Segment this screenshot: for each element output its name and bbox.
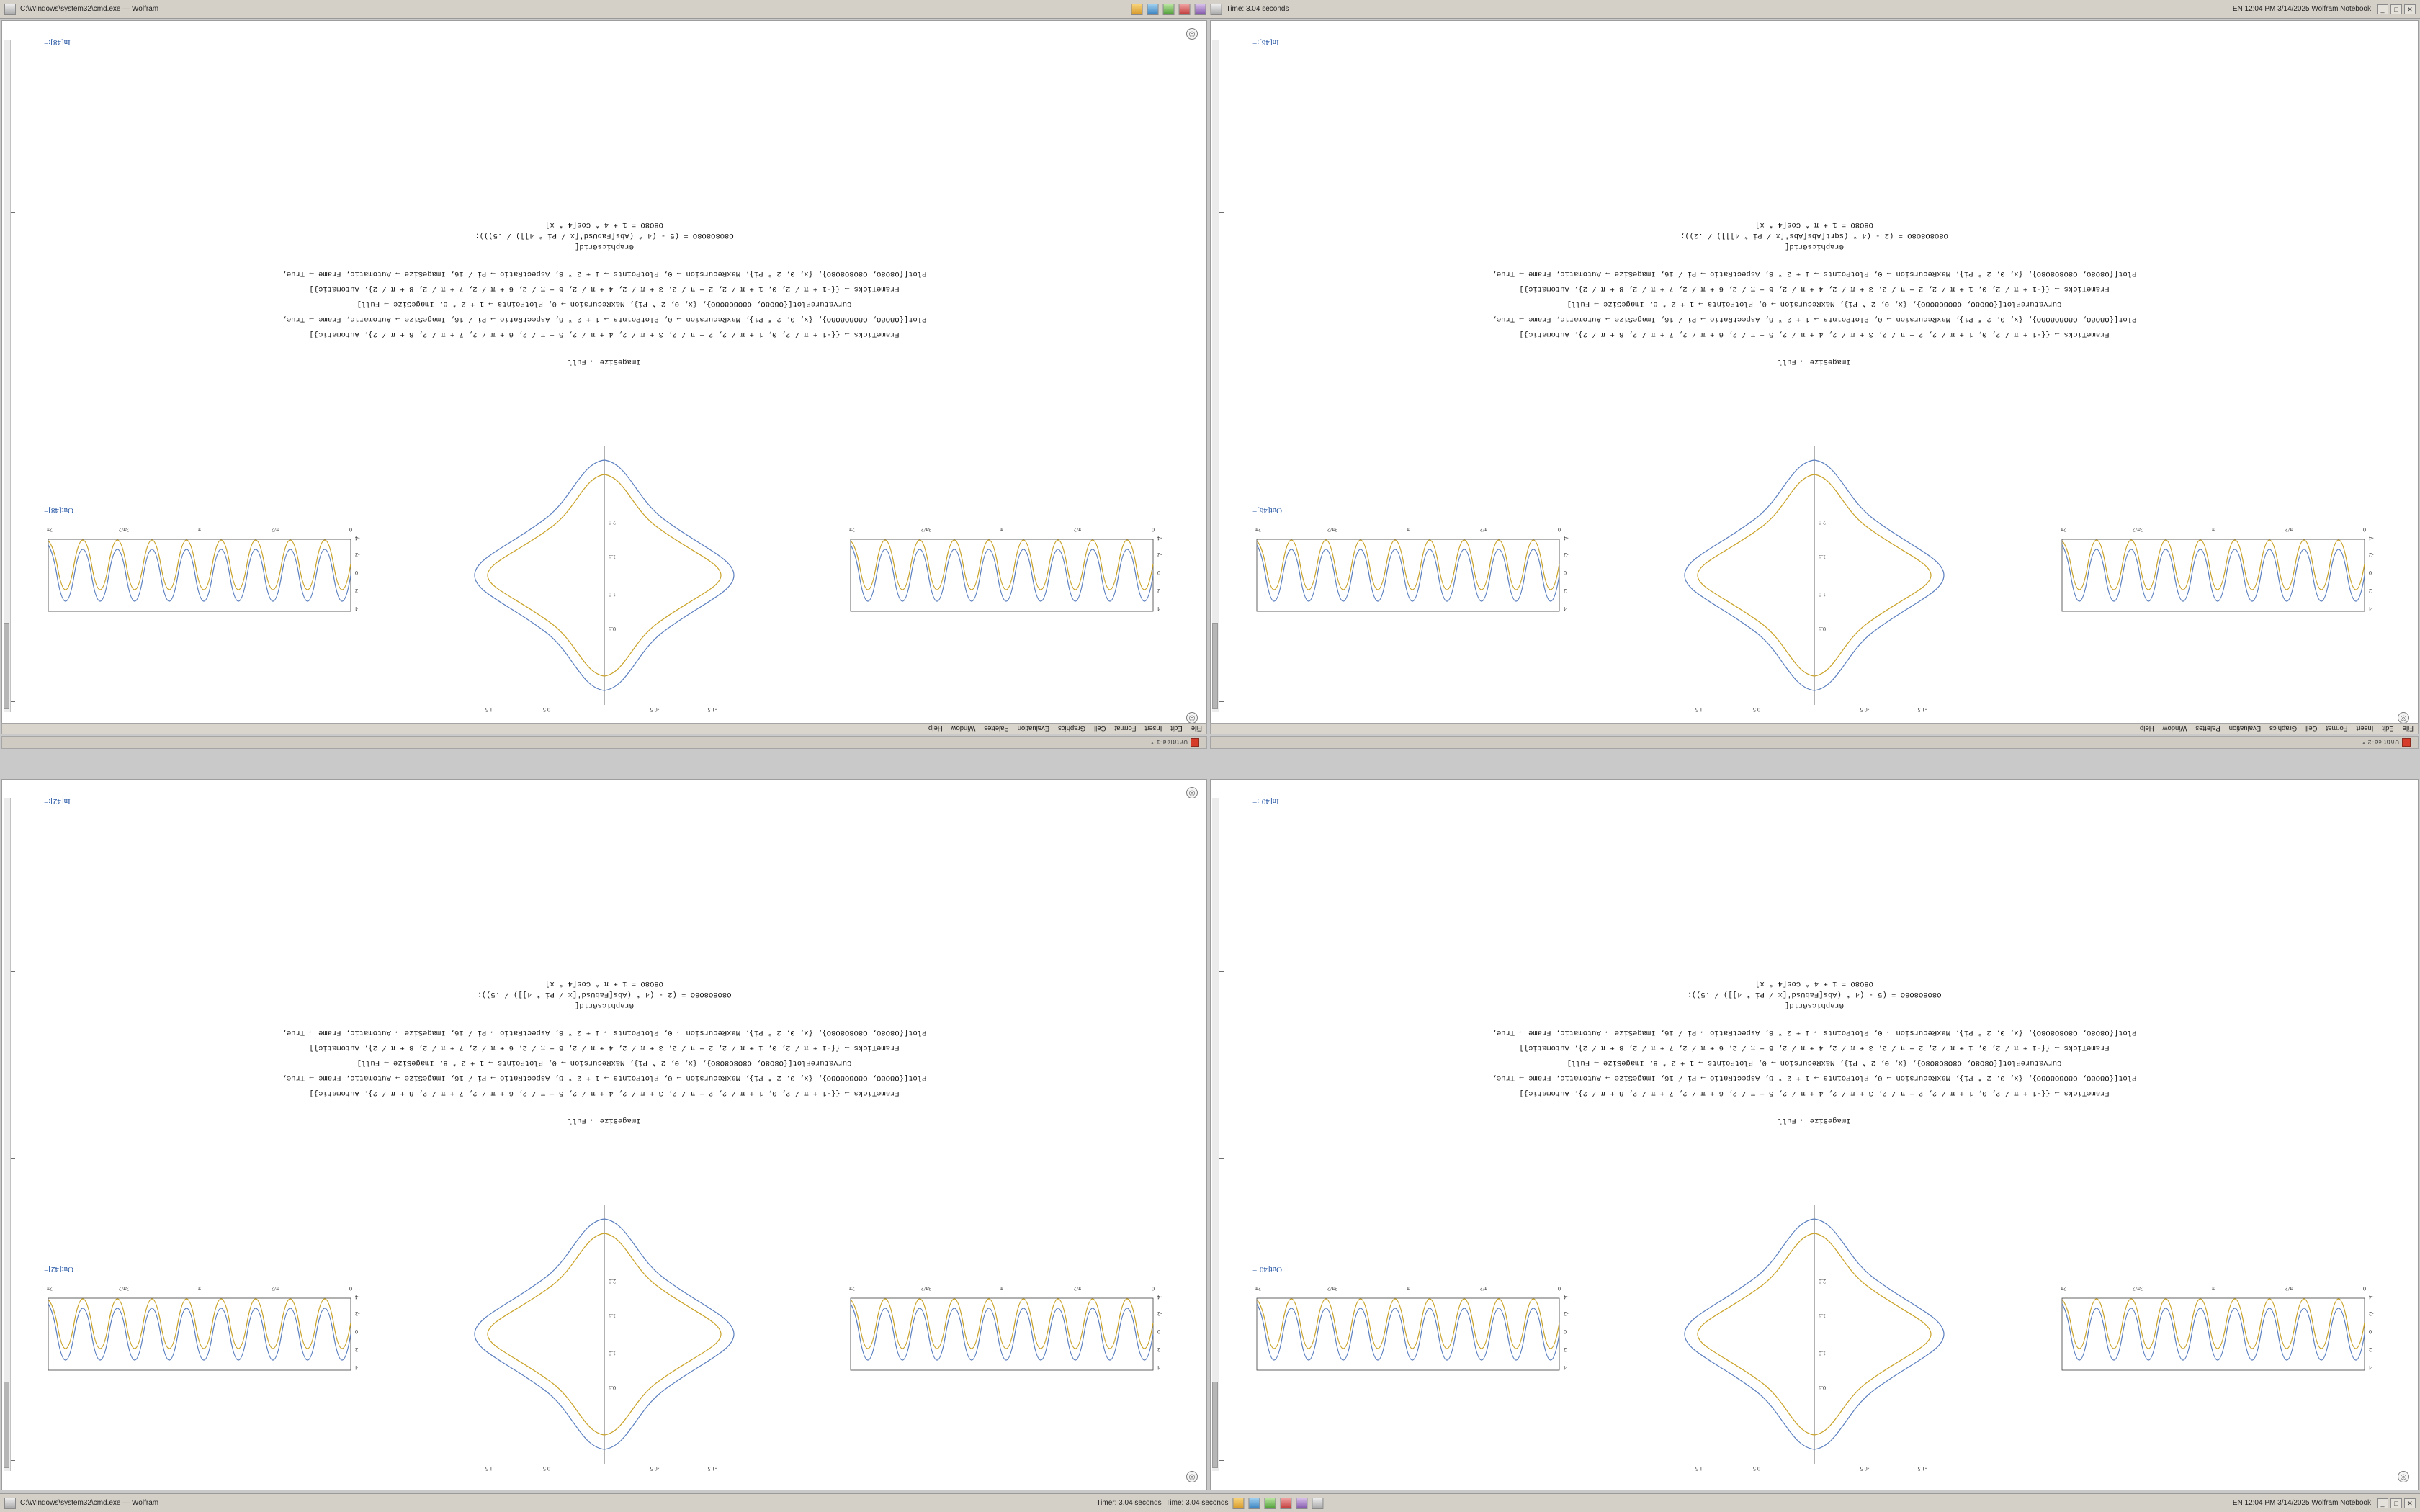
svg-text:3π/2: 3π/2 [1327, 526, 1338, 533]
top-system-bar [0, 0, 2420, 19]
svg-text:0: 0 [1558, 1285, 1561, 1292]
minimize-button-bottom[interactable]: _ [2377, 1498, 2388, 1508]
code-line-bl-5[interactable]: FrameTicks → {{-1 + π / 2, 0, 1 + π / 2, 2 + π / 2, 3 + π / 2, 4 + π / 2, 5 + π / 2, 6 + π / 2, 7 + π / 2, 8 + π / 2}, Automatic}] [309, 1043, 900, 1052]
bottom-system-bar [0, 1493, 2420, 1512]
svg-text:-0.5: -0.5 [1860, 1465, 1870, 1472]
svg-text:π: π [197, 526, 202, 533]
code-line-1[interactable]: Plot[{O8O8O, O8O8O8O8O}, {x, 0, 2 * Pi}, MaxRecursion → 0, PlotPoints → 1 + 2 * 8, AspectRatio → Pi / 16, ImageSize → Automatic, Frame → True, [282, 315, 927, 323]
svg-text:2.0: 2.0 [609, 519, 616, 526]
cell-grouping-line-2 [604, 253, 605, 264]
svg-text:2π: 2π [2060, 1285, 2067, 1292]
code-line-br-4[interactable]: Plot[{O8O8O, O8O8O8O8O}, {x, 0, 2 * Pi}, MaxRecursion → 0, PlotPoints → 1 + 2 * 8, AspectRatio → Pi / 16, ImageSize → Automatic, Frame → True, [1492, 1028, 2137, 1037]
chart-wide-wave-left[interactable] [829, 518, 1182, 633]
definition-line-tr-1[interactable]: GraphicsGrid[ [1785, 242, 1844, 251]
top-bar-timer: Time: 3.04 seconds [1226, 5, 1289, 13]
cell-grouping-line-bl [604, 1102, 605, 1112]
browser-icon[interactable] [1147, 4, 1159, 15]
svg-text:4: 4 [2369, 1364, 2372, 1371]
svg-text:4: 4 [1564, 606, 1567, 612]
menu-item-palettes[interactable]: Palettes [984, 724, 1009, 733]
svg-text:π: π [197, 1285, 202, 1292]
menu-item-help[interactable]: Help [928, 724, 943, 733]
notebook-corner-icon-br[interactable]: ◎ [2398, 1471, 2409, 1482]
svg-text:3π/2: 3π/2 [118, 526, 130, 533]
svg-text:1.5: 1.5 [1695, 1465, 1703, 1472]
svg-text:π/2: π/2 [1073, 526, 1082, 533]
svg-text:-2: -2 [355, 552, 360, 558]
chart-wide-wave-left-br[interactable] [2040, 1277, 2393, 1392]
image-size-line-1: ImageSize → Full [568, 357, 641, 366]
svg-text:-4: -4 [2369, 1294, 2374, 1300]
svg-text:-4: -4 [355, 535, 360, 541]
notebook-scrollbar-bottom-left[interactable] [4, 798, 11, 1471]
svg-text:2: 2 [1564, 588, 1567, 594]
menu-item-file[interactable]: File [1191, 724, 1202, 733]
menu-item-window[interactable]: Window [951, 724, 976, 733]
notebook-window-bottom-left[interactable] [1, 779, 1207, 1490]
svg-text:π/2: π/2 [1479, 526, 1488, 533]
menu-item-insert-r[interactable]: Insert [2356, 724, 2374, 733]
title-text-right: Untitled-2 * [2362, 739, 2399, 746]
cell-grouping-line-tr-2 [1814, 253, 1815, 264]
notebook-corner-icon-bottom[interactable]: ◎ [1186, 28, 1198, 40]
svg-text:2: 2 [355, 1346, 358, 1353]
svg-text:0: 0 [2363, 526, 2366, 533]
explorer-icon[interactable] [1211, 4, 1222, 15]
svg-text:-2: -2 [1157, 552, 1162, 558]
in-label-bottom-right: In[40]:= [1252, 797, 1279, 806]
menu-item-edit[interactable]: Edit [1170, 724, 1183, 733]
definition-line-bl-2[interactable]: O8O8O8O8O = (2 - (4 * (Abs[FabUsd'[x / Pi * 4]]) / .5)); [477, 990, 732, 999]
folder-icon[interactable] [1131, 4, 1143, 15]
svg-text:2π: 2π [1255, 526, 1262, 533]
svg-text:-1.5: -1.5 [707, 1465, 717, 1472]
settings-icon[interactable] [1195, 4, 1206, 15]
bottom-bar-left [0, 1498, 158, 1509]
svg-text:1.5: 1.5 [609, 554, 616, 560]
svg-text:3π/2: 3π/2 [118, 1285, 130, 1292]
svg-text:2.0: 2.0 [1819, 519, 1826, 526]
svg-text:-2: -2 [355, 1310, 360, 1317]
editor-icon[interactable] [1163, 4, 1175, 15]
notebook-corner-icon-bl2[interactable]: ◎ [1186, 787, 1198, 798]
svg-text:0.5: 0.5 [543, 1465, 550, 1472]
svg-text:-1.5: -1.5 [707, 706, 717, 713]
code-line-tr-4[interactable]: Plot[{O8O8O, O8O8O8O8O}, {x, 0, 2 * Pi}, MaxRecursion → 0, PlotPoints → 1 + 2 * 8, AspectRatio → Pi / 16, ImageSize → Automatic, Frame → True, [1492, 269, 2137, 278]
svg-text:0: 0 [1558, 526, 1561, 533]
svg-text:2π: 2π [848, 526, 856, 533]
top-bar-center [1131, 4, 1289, 15]
svg-text:1.5: 1.5 [485, 706, 493, 713]
chart-polar-four-lobe-bl[interactable] [446, 1190, 763, 1478]
svg-text:3π/2: 3π/2 [1327, 1285, 1338, 1292]
terminal-icon[interactable] [4, 4, 16, 15]
bottom-window-buttons[interactable] [2377, 1498, 2416, 1508]
cell-grouping-line-bl-2 [604, 1012, 605, 1022]
svg-text:-4: -4 [1157, 535, 1162, 541]
code-line-br-1[interactable]: Plot[{O8O8O, O8O8O8O8O}, {x, 0, 2 * Pi}, MaxRecursion → 0, PlotPoints → 1 + 2 * 8, AspectRatio → Pi / 16, ImageSize → Automatic, Frame → True, [1492, 1074, 2137, 1082]
svg-text:2π: 2π [46, 526, 53, 533]
notebook-window-top-left[interactable] [1, 20, 1207, 732]
svg-text:2: 2 [1157, 1346, 1160, 1353]
menu-item-cell-r[interactable]: Cell [2305, 724, 2318, 733]
browser-icon-bottom[interactable] [1249, 1498, 1260, 1509]
svg-text:1.5: 1.5 [1819, 1313, 1826, 1319]
bottom-bar-timer: Time: 3.04 seconds [1165, 1499, 1229, 1507]
svg-text:π: π [2211, 526, 2215, 533]
plot-row-bottom-left [27, 1190, 1182, 1478]
menu-item-evaluation-r[interactable]: Evaluation [2228, 724, 2262, 733]
definition-line-3[interactable]: O8O8O = 1 + 4 * Cos[4 * x] [545, 220, 663, 229]
svg-text:0.5: 0.5 [609, 626, 616, 632]
svg-text:2π: 2π [1255, 1285, 1262, 1292]
menu-item-evaluation[interactable]: Evaluation [1017, 724, 1050, 733]
svg-text:-0.5: -0.5 [1860, 706, 1870, 713]
maximize-button[interactable]: □ [2390, 4, 2402, 14]
svg-text:-1.5: -1.5 [1917, 1465, 1927, 1472]
svg-text:4: 4 [355, 606, 358, 612]
svg-text:π/2: π/2 [271, 1285, 279, 1292]
svg-text:1.0: 1.0 [1819, 1350, 1826, 1356]
svg-text:π: π [2211, 1285, 2215, 1292]
svg-text:2: 2 [355, 588, 358, 594]
top-bar-right-text: EN 12:04 PM 3/14/2025 Wolfram Notebook [2232, 5, 2371, 13]
close-button[interactable]: ✕ [2404, 4, 2416, 14]
settings-icon-bottom[interactable] [1296, 1498, 1308, 1509]
svg-text:-2: -2 [2369, 1310, 2374, 1317]
svg-text:-4: -4 [355, 1294, 360, 1300]
svg-text:4: 4 [2369, 606, 2372, 612]
image-size-line-bl: ImageSize → Full [568, 1116, 641, 1125]
code-line-3[interactable]: CurvaturePlot[{O8O8O, O8O8O8O8O}, {x, 0, 2 * Pi}, MaxRecursion → 0, PlotPoints → 1 + 2 * 8, ImageSize → Full] [357, 300, 852, 308]
scrollbar-thumb-br[interactable] [1212, 1382, 1218, 1468]
definition-line-2[interactable]: O8O8O8O8O = (5 - (4 * (Abs[FabUsd'[x / Pi * 4]]) / .5))); [475, 231, 734, 240]
svg-text:1.0: 1.0 [609, 591, 616, 598]
svg-text:-4: -4 [1157, 1294, 1162, 1300]
svg-text:0: 0 [1157, 570, 1160, 576]
svg-text:π/2: π/2 [1479, 1285, 1488, 1292]
svg-text:-0.5: -0.5 [650, 1465, 660, 1472]
svg-text:0.5: 0.5 [1819, 1385, 1826, 1391]
code-line-bl-1[interactable]: Plot[{O8O8O, O8O8O8O8O}, {x, 0, 2 * Pi}, MaxRecursion → 0, PlotPoints → 1 + 2 * 8, AspectRatio → Pi / 16, ImageSize → Automatic, Frame → True, [282, 1074, 927, 1082]
definition-line-br-2[interactable]: O8O8O8O8O = (5 - (4 * (Abs[FabUsd'[x / Pi * 4]]) / .5)); [1687, 990, 1942, 999]
menu-item-help-r[interactable]: Help [2140, 724, 2154, 733]
definition-line-bl-3[interactable]: O8O8O = 1 + π * Cos[4 * x] [545, 979, 663, 988]
svg-text:4: 4 [1564, 1364, 1567, 1371]
menu-item-cell[interactable]: Cell [1094, 724, 1106, 733]
svg-text:0: 0 [2369, 570, 2372, 576]
definition-line-bl-1[interactable]: GraphicsGrid[ [575, 1001, 634, 1009]
close-icon-left[interactable] [1191, 738, 1199, 747]
svg-text:0: 0 [355, 570, 358, 576]
svg-text:π: π [1406, 1285, 1410, 1292]
cell-grouping-line-tr [1814, 343, 1815, 354]
chart-wide-wave-right-br[interactable] [1235, 1277, 1588, 1392]
svg-text:2: 2 [1564, 1346, 1567, 1353]
code-line-br-2[interactable]: FrameTicks → {{-1 + π / 2, 0, 1 + π / 2, 2 + π / 2, 3 + π / 2, 4 + π / 2, 5 + π / 2, 6 + π / 2, 7 + π / 2, 8 + π / 2}, Automatic}] [1519, 1089, 2110, 1097]
bottom-bar-center [1096, 1498, 1323, 1509]
scrollbar-thumb-bl[interactable] [4, 1382, 9, 1468]
in-label-top-left: In[48]:= [44, 38, 71, 47]
svg-text:2π: 2π [46, 1285, 53, 1292]
svg-text:π/2: π/2 [2285, 1285, 2293, 1292]
svg-text:0: 0 [1152, 526, 1155, 533]
notebook-window-bottom-right[interactable] [1210, 779, 2419, 1490]
chart-wide-wave-right[interactable] [27, 518, 380, 633]
svg-text:2.0: 2.0 [609, 1278, 616, 1284]
minimize-button[interactable]: _ [2377, 4, 2388, 14]
mathematica-icon-bottom[interactable] [1281, 1498, 1292, 1509]
notebook-scrollbar-top-right[interactable] [1212, 40, 1219, 712]
chart-wide-wave-left-tr[interactable] [2040, 518, 2393, 633]
out-label-bottom-left: Out[42]= [44, 1265, 74, 1274]
svg-text:4: 4 [355, 1364, 358, 1371]
svg-text:0: 0 [349, 1285, 352, 1292]
plot-row-top-left [27, 431, 1182, 719]
code-line-2[interactable]: FrameTicks → {{-1 + π / 2, 0, 1 + π / 2, 2 + π / 2, 3 + π / 2, 4 + π / 2, 5 + π / 2, 6 + π / 2, 7 + π / 2, 8 + π / 2}, Automatic}] [309, 330, 900, 338]
code-line-br-3[interactable]: CurvaturePlot[{O8O8O, O8O8O8O8O}, {x, 0, 2 * Pi}, MaxRecursion → 0, PlotPoints → 1 + 2 * 8, ImageSize → Full] [1567, 1058, 2062, 1067]
maximize-button-bottom[interactable]: □ [2390, 1498, 2402, 1508]
chart-wide-wave-right-tr[interactable] [1235, 518, 1588, 633]
definition-line-br-1[interactable]: GraphicsGrid[ [1785, 1001, 1844, 1009]
code-line-5[interactable]: FrameTicks → {{-1 + π / 2, 0, 1 + π / 2, 2 + π / 2, 3 + π / 2, 4 + π / 2, 5 + π / 2, 6 + π / 2, 7 + π / 2, 8 + π / 2}, Automatic}] [309, 284, 900, 293]
in-label-bottom-left: In[42]:= [44, 797, 71, 806]
svg-text:1.0: 1.0 [609, 1350, 616, 1356]
svg-text:π/2: π/2 [271, 526, 279, 533]
out-label-bottom-right: Out[40]= [1252, 1265, 1283, 1274]
scrollbar-thumb[interactable] [4, 623, 9, 709]
notebook-content-top-left [2, 21, 1206, 731]
notebook-corner-icon-bl[interactable]: ◎ [1186, 1471, 1198, 1482]
svg-text:2: 2 [1157, 588, 1160, 594]
svg-text:0.5: 0.5 [1753, 1465, 1760, 1472]
svg-text:1.5: 1.5 [609, 1313, 616, 1319]
svg-text:π/2: π/2 [2285, 526, 2293, 533]
menu-bar-right[interactable] [1210, 723, 2419, 734]
svg-text:0.5: 0.5 [609, 1385, 616, 1391]
svg-text:-1.5: -1.5 [1917, 706, 1927, 713]
svg-text:3π/2: 3π/2 [920, 1285, 932, 1292]
bottom-bar-right-text: EN 12:04 PM 3/14/2025 Wolfram Notebook [2232, 1499, 2371, 1507]
svg-text:0: 0 [2363, 1285, 2366, 1292]
bottom-bar-right [2233, 1498, 2416, 1508]
notebook-corner-icon[interactable]: ◎ [1186, 712, 1198, 724]
chart-polar-four-lobe-left[interactable] [446, 431, 763, 719]
svg-text:1.5: 1.5 [485, 1465, 493, 1472]
svg-text:3π/2: 3π/2 [2132, 1285, 2143, 1292]
cell-grouping-line-br-2 [1814, 1012, 1815, 1022]
menu-item-format-r[interactable]: Format [2326, 724, 2348, 733]
definition-line-tr-3[interactable]: O8O8O = 1 + π * Cos[4 * x] [1755, 220, 1873, 229]
top-bar-left-text: C:\Windows\system32\cmd.exe — Wolfram [20, 5, 159, 13]
svg-text:-2: -2 [1564, 552, 1569, 558]
menu-item-graphics[interactable]: Graphics [1058, 724, 1086, 733]
top-window-buttons[interactable] [2377, 4, 2416, 14]
svg-text:0: 0 [1564, 570, 1567, 576]
top-bar-right [2233, 4, 2416, 14]
svg-text:-4: -4 [1564, 1294, 1569, 1300]
image-size-line-tr: ImageSize → Full [1778, 357, 1851, 366]
svg-text:π: π [1000, 526, 1004, 533]
menu-item-insert[interactable]: Insert [1144, 724, 1162, 733]
svg-text:-2: -2 [2369, 552, 2374, 558]
plot-row-top-right [1235, 431, 2393, 719]
menu-item-edit-r[interactable]: Edit [2382, 724, 2394, 733]
svg-text:0: 0 [2369, 1328, 2372, 1335]
svg-text:2π: 2π [848, 1285, 856, 1292]
window-title-bar-left[interactable] [1, 736, 1207, 749]
notebook-scrollbar-top-left[interactable] [4, 40, 11, 712]
code-line-tr-1[interactable]: Plot[{O8O8O, O8O8O8O8O}, {x, 0, 2 * Pi}, MaxRecursion → 0, PlotPoints → 1 + 2 * 8, AspectRatio → Pi / 16, ImageSize → Automatic, Frame → True, [1492, 315, 2137, 323]
cell-grouping-line [604, 343, 605, 354]
svg-text:-2: -2 [1564, 1310, 1569, 1317]
chart-wide-wave-right-bl[interactable] [27, 1277, 380, 1392]
notebook-content-bottom-right [1211, 780, 2418, 1490]
code-line-tr-2[interactable]: FrameTicks → {{-1 + π / 2, 0, 1 + π / 2, 2 + π / 2, 3 + π / 2, 4 + π / 2, 5 + π / 2, 6 + π / 2, 7 + π / 2, 8 + π / 2}, Automatic}] [1519, 330, 2110, 338]
menu-item-file-r[interactable]: File [2402, 724, 2414, 733]
svg-text:π/2: π/2 [1073, 1285, 1082, 1292]
notebook-corner-icon-tr[interactable]: ◎ [2398, 712, 2409, 724]
svg-text:1.0: 1.0 [1819, 591, 1826, 598]
svg-text:2: 2 [2369, 1346, 2372, 1353]
cell-grouping-line-br [1814, 1102, 1815, 1112]
svg-text:4: 4 [1157, 1364, 1160, 1371]
bottom-bar-left-text: C:\Windows\system32\cmd.exe — Wolfram [20, 1499, 159, 1507]
svg-text:1.5: 1.5 [1695, 706, 1703, 713]
close-button-bottom[interactable]: ✕ [2404, 1498, 2416, 1508]
folder-icon-bottom[interactable] [1233, 1498, 1245, 1509]
bottom-bar-timer-2: Timer: 3.04 seconds [1096, 1499, 1162, 1507]
svg-text:4: 4 [1157, 606, 1160, 612]
svg-text:2: 2 [2369, 588, 2372, 594]
svg-text:3π/2: 3π/2 [2132, 526, 2143, 533]
svg-text:2π: 2π [2060, 526, 2067, 533]
code-line-bl-2[interactable]: FrameTicks → {{-1 + π / 2, 0, 1 + π / 2, 2 + π / 2, 3 + π / 2, 4 + π / 2, 5 + π / 2, 6 + π / 2, 7 + π / 2, 8 + π / 2}, Automatic}] [309, 1089, 900, 1097]
chart-polar-four-lobe-right[interactable] [1656, 431, 1973, 719]
editor-icon-bottom[interactable] [1265, 1498, 1276, 1509]
scrollbar-thumb-tr[interactable] [1212, 623, 1218, 709]
svg-text:3π/2: 3π/2 [920, 526, 932, 533]
svg-text:0: 0 [1564, 1328, 1567, 1335]
svg-text:-0.5: -0.5 [650, 706, 660, 713]
svg-text:0.5: 0.5 [1819, 626, 1826, 632]
svg-text:2.0: 2.0 [1819, 1278, 1826, 1284]
window-title-bar-right[interactable] [1210, 736, 2419, 749]
in-label-top-right: In[46]:= [1252, 38, 1279, 47]
notebook-scrollbar-bottom-right[interactable] [1212, 798, 1219, 1471]
menu-item-graphics-r[interactable]: Graphics [2269, 724, 2298, 733]
menu-item-window-r[interactable]: Window [2162, 724, 2187, 733]
code-line-bl-3[interactable]: CurvatureFlot[{O8O8O, O8O8O8O8O}, {x, 0, 2 * Pi}, MaxRecursion → 0, PlotPoints → 1 + 2 * 8, ImageSize → Full] [357, 1058, 852, 1067]
svg-text:-4: -4 [2369, 535, 2374, 541]
svg-text:-2: -2 [1157, 1310, 1162, 1317]
code-line-bl-4[interactable]: Plot[{O8O8O, O8O8O8O8O}, {x, 0, 2 * Pi}, MaxRecursion → 0, PlotPoints → 1 + 2 * 8, AspectRatio → Pi / 16, ImageSize → Automatic, Frame → True, [282, 1028, 927, 1037]
notebook-content-top-right [1211, 21, 2418, 731]
code-line-4[interactable]: Plot[{O8O8O, O8O8O8O8O}, {x, 0, 2 * Pi}, MaxRecursion → 0, PlotPoints → 1 + 2 * 8, AspectRatio → Pi / 16, ImageSize → Automatic, Frame → True, [282, 269, 927, 278]
svg-text:0.5: 0.5 [1753, 706, 1760, 713]
top-bar-left [0, 4, 158, 15]
title-text-left: Untitled-1 * [1150, 739, 1188, 746]
svg-text:-4: -4 [1564, 535, 1569, 541]
menu-bar-left[interactable] [1, 723, 1207, 734]
code-line-tr-5[interactable]: FrameTicks → {{-1 + π / 2, 0, 1 + π / 2, 2 + π / 2, 3 + π / 2, 4 + π / 2, 5 + π / 2, 6 + π / 2, 7 + π / 2, 8 + π / 2}, Automatic}] [1519, 284, 2110, 293]
svg-text:0: 0 [355, 1328, 358, 1335]
notebook-window-top-right[interactable] [1210, 20, 2419, 732]
terminal-icon-bottom[interactable] [4, 1498, 16, 1509]
chart-wide-wave-left-bl[interactable] [829, 1277, 1182, 1392]
code-line-tr-3[interactable]: CurvaturePlot[{O8O8O, O8O8O8O8O}, {x, 0, 2 * Pi}, MaxRecursion → 0, PlotPoints → 1 + 2 * 8, ImageSize → Full] [1567, 300, 2062, 308]
definition-line-br-3[interactable]: O8O8O = 1 + 4 * Cos[4 * x] [1755, 979, 1873, 988]
svg-text:0: 0 [1157, 1328, 1160, 1335]
close-icon-right[interactable] [2402, 738, 2411, 747]
image-size-line-br: ImageSize → Full [1778, 1116, 1851, 1125]
code-line-br-5[interactable]: FrameTicks → {{-1 + π / 2, 0, 1 + π / 2, 2 + π / 2, 3 + π / 2, 4 + π / 2, 5 + π / 2, 6 + π / 2, 7 + π / 2, 8 + π / 2}, Automatic}] [1519, 1043, 2110, 1052]
svg-text:π: π [1406, 526, 1410, 533]
plot-row-bottom-right [1235, 1190, 2393, 1478]
svg-text:0: 0 [1152, 1285, 1155, 1292]
svg-text:0.5: 0.5 [543, 706, 550, 713]
definition-line-tr-2[interactable]: O8O8O8O8O = (2 - (4 * (sqrt[Abs[Abs'[x / Pi * 4]]]) / .2)); [1680, 231, 1948, 240]
menu-item-format[interactable]: Format [1114, 724, 1137, 733]
svg-text:1.5: 1.5 [1819, 554, 1826, 560]
svg-text:0: 0 [349, 526, 352, 533]
menu-item-palettes-r[interactable]: Palettes [2195, 724, 2220, 733]
out-label-top-left: Out[48]= [44, 506, 74, 515]
chart-polar-four-lobe-br[interactable] [1656, 1190, 1973, 1478]
explorer-icon-bottom[interactable] [1312, 1498, 1324, 1509]
out-label-top-right: Out[46]= [1252, 506, 1283, 515]
svg-text:π: π [1000, 1285, 1004, 1292]
notebook-content-bottom-left [2, 780, 1206, 1490]
mathematica-icon[interactable] [1179, 4, 1191, 15]
definition-line-1[interactable]: GraphicsGrid[ [575, 242, 634, 251]
